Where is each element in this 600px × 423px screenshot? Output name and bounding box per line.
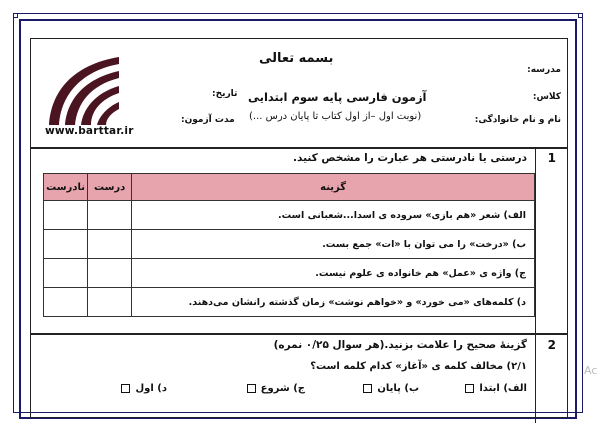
exam-sheet — [30, 38, 568, 418]
statement-text: الف) شعر «هم بازی» سروده ی اسدا...شعبانی است. — [132, 201, 535, 230]
border-corner-top-right — [578, 13, 583, 18]
answer-cell-incorrect[interactable] — [44, 259, 88, 288]
answer-cell-correct[interactable] — [88, 201, 132, 230]
option-label: د) اول — [135, 383, 167, 394]
exam-header — [31, 39, 567, 149]
logo-url: www.barttar.ir — [45, 125, 134, 137]
subquestion-2-1: ۲/۱) مخالف کلمه ی «آغاز» کدام کلمه است؟ — [310, 361, 527, 372]
question-1-number: 1 — [547, 151, 556, 165]
border-corner-top-left — [13, 13, 18, 18]
answer-cell-incorrect[interactable] — [44, 201, 88, 230]
option-label: ج) شروع — [260, 383, 305, 394]
exam-title: آزمون فارسی پایه سوم ابتدایی — [248, 90, 427, 104]
option-label: ب) پایان — [377, 383, 419, 394]
date-label: تاریخ: — [212, 89, 238, 99]
multiple-choice-options — [31, 383, 567, 403]
barttar-logo-icon — [45, 51, 123, 126]
statement-text: د) کلمه‌های «می خورد» و «خواهم نوشت» زمان گذشته رانشان می‌دهند. — [132, 288, 535, 317]
column-header-incorrect: نادرست — [44, 174, 88, 201]
question-1-instruction: درستی یا نادرستی هر عبارت را مشخص کنید. — [293, 152, 527, 164]
table-header-row — [44, 174, 535, 201]
answer-cell-incorrect[interactable] — [44, 230, 88, 259]
checkbox-icon[interactable] — [247, 384, 256, 393]
answer-cell-incorrect[interactable] — [44, 288, 88, 317]
option-label: الف) ابتدا — [479, 383, 527, 394]
table-row — [44, 259, 535, 288]
basmala-heading: بسمه تعالی — [259, 51, 334, 66]
question-1-section — [31, 147, 567, 335]
true-false-table — [43, 173, 535, 317]
checkbox-icon[interactable] — [121, 384, 130, 393]
answer-cell-correct[interactable] — [88, 259, 132, 288]
option-c[interactable] — [247, 383, 305, 394]
watermark-text: Ac — [584, 364, 598, 377]
answer-cell-correct[interactable] — [88, 288, 132, 317]
exam-subtitle: (نوبت اول –از اول کتاب تا پایان درس ...) — [249, 111, 422, 122]
column-header-correct: درست — [88, 174, 132, 201]
student-name-label: نام و نام خانوادگی: — [474, 115, 561, 125]
table-row — [44, 230, 535, 259]
school-label: مدرسه: — [527, 65, 561, 75]
checkbox-icon[interactable] — [465, 384, 474, 393]
statement-text: ب) «درخت» را می توان با «ات» جمع بست. — [132, 230, 535, 259]
question-2-number: 2 — [547, 338, 556, 352]
option-b[interactable] — [363, 383, 419, 394]
option-a[interactable] — [465, 383, 527, 394]
question-number-column — [535, 147, 567, 333]
column-header-option: گزینه — [132, 174, 535, 201]
option-d[interactable] — [121, 383, 167, 394]
checkbox-icon[interactable] — [363, 384, 372, 393]
question-2-section — [31, 333, 567, 423]
duration-label: مدت آزمون: — [181, 115, 235, 125]
table-row — [44, 288, 535, 317]
question-2-instruction: گزینهٔ صحیح را علامت بزنید.(هر سوال ۰/۲۵ نمره) — [273, 339, 527, 351]
statement-text: ج) واژه ی «عمل» هم خانواده ی علوم نیست. — [132, 259, 535, 288]
answer-cell-correct[interactable] — [88, 230, 132, 259]
table-row — [44, 201, 535, 230]
class-label: کلاس: — [532, 92, 561, 102]
